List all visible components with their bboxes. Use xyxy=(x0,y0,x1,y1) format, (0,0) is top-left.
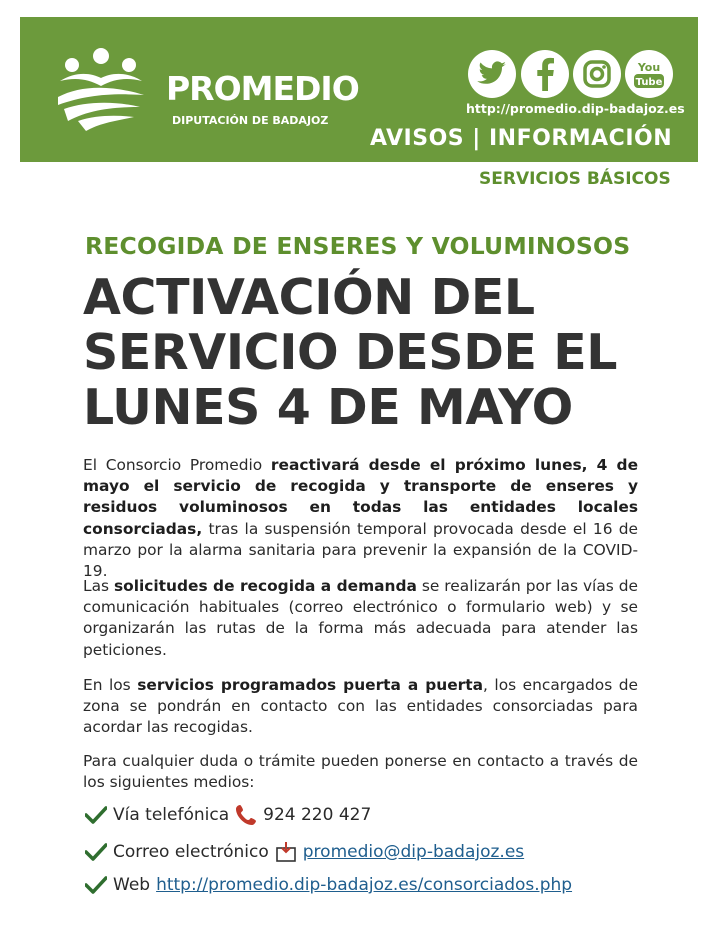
contact-phone xyxy=(85,804,371,826)
svg-text:You: You xyxy=(637,61,661,74)
brand-subtitle: DIPUTACIÓN DE BADAJOZ xyxy=(172,114,329,127)
header-nav: AVISOS | INFORMACIÓN xyxy=(370,126,673,151)
section-label: SERVICIOS BÁSICOS xyxy=(479,169,671,189)
paragraph-4: Para cualquier duda o trámite pueden ponerse en contacto a través de los siguientes medios: xyxy=(83,752,638,792)
check-icon xyxy=(85,876,107,894)
article-kicker: RECOGIDA DE ENSERES Y VOLUMINOSOS xyxy=(85,232,631,260)
email-label: Correo electrónico xyxy=(113,842,269,862)
site-url[interactable]: http://promedio.dip-badajoz.es xyxy=(466,101,685,116)
inbox-icon xyxy=(275,841,297,863)
check-icon xyxy=(85,806,107,824)
web-label: Web xyxy=(113,875,151,895)
phone-icon xyxy=(235,804,257,826)
instagram-icon[interactable] xyxy=(573,50,621,98)
phone-label: Vía telefónica xyxy=(113,805,230,825)
youtube-icon[interactable] xyxy=(625,50,673,98)
header-banner xyxy=(20,17,698,162)
paragraph-3: En los servicios programados puerta a puerta, los encargados de zona se pondrán en contacto con las entidades consorciadas para acordar las recogidas. xyxy=(83,676,638,737)
email-link[interactable]: promedio@dip-badajoz.es xyxy=(302,842,525,862)
facebook-icon[interactable] xyxy=(521,50,569,98)
twitter-icon[interactable] xyxy=(468,50,516,98)
contact-web xyxy=(85,875,572,895)
paragraph-2: Las solicitudes de recogida a demanda se realizarán por las vías de comunicación habituales (correo electrónico o formulario web) y se organizarán las rutas de la forma más adecuada para atender las peticiones. xyxy=(83,577,638,659)
check-icon xyxy=(85,843,107,861)
promedio-logo-icon xyxy=(56,45,146,131)
web-link[interactable]: http://promedio.dip-badajoz.es/consorciados.php xyxy=(156,875,573,895)
article-headline: ACTIVACIÓN DEL SERVICIO DESDE EL LUNES 4 DE MAYO xyxy=(83,269,618,436)
brand-name: PROMEDIO xyxy=(166,69,359,108)
contact-email xyxy=(85,841,524,863)
svg-text:Tube: Tube xyxy=(635,77,663,88)
paragraph-1: El Consorcio Promedio reactivará desde el próximo lunes, 4 de mayo el servicio de recogida y transporte de enseres y residuos voluminosos en todas las entidades locales consorciadas, tras la suspensión temporal provocada desde el 16 de marzo por la alarma sanitaria para prevenir la expansión de la COVID-19. xyxy=(83,456,639,581)
phone-number[interactable]: 924 220 427 xyxy=(263,805,372,825)
